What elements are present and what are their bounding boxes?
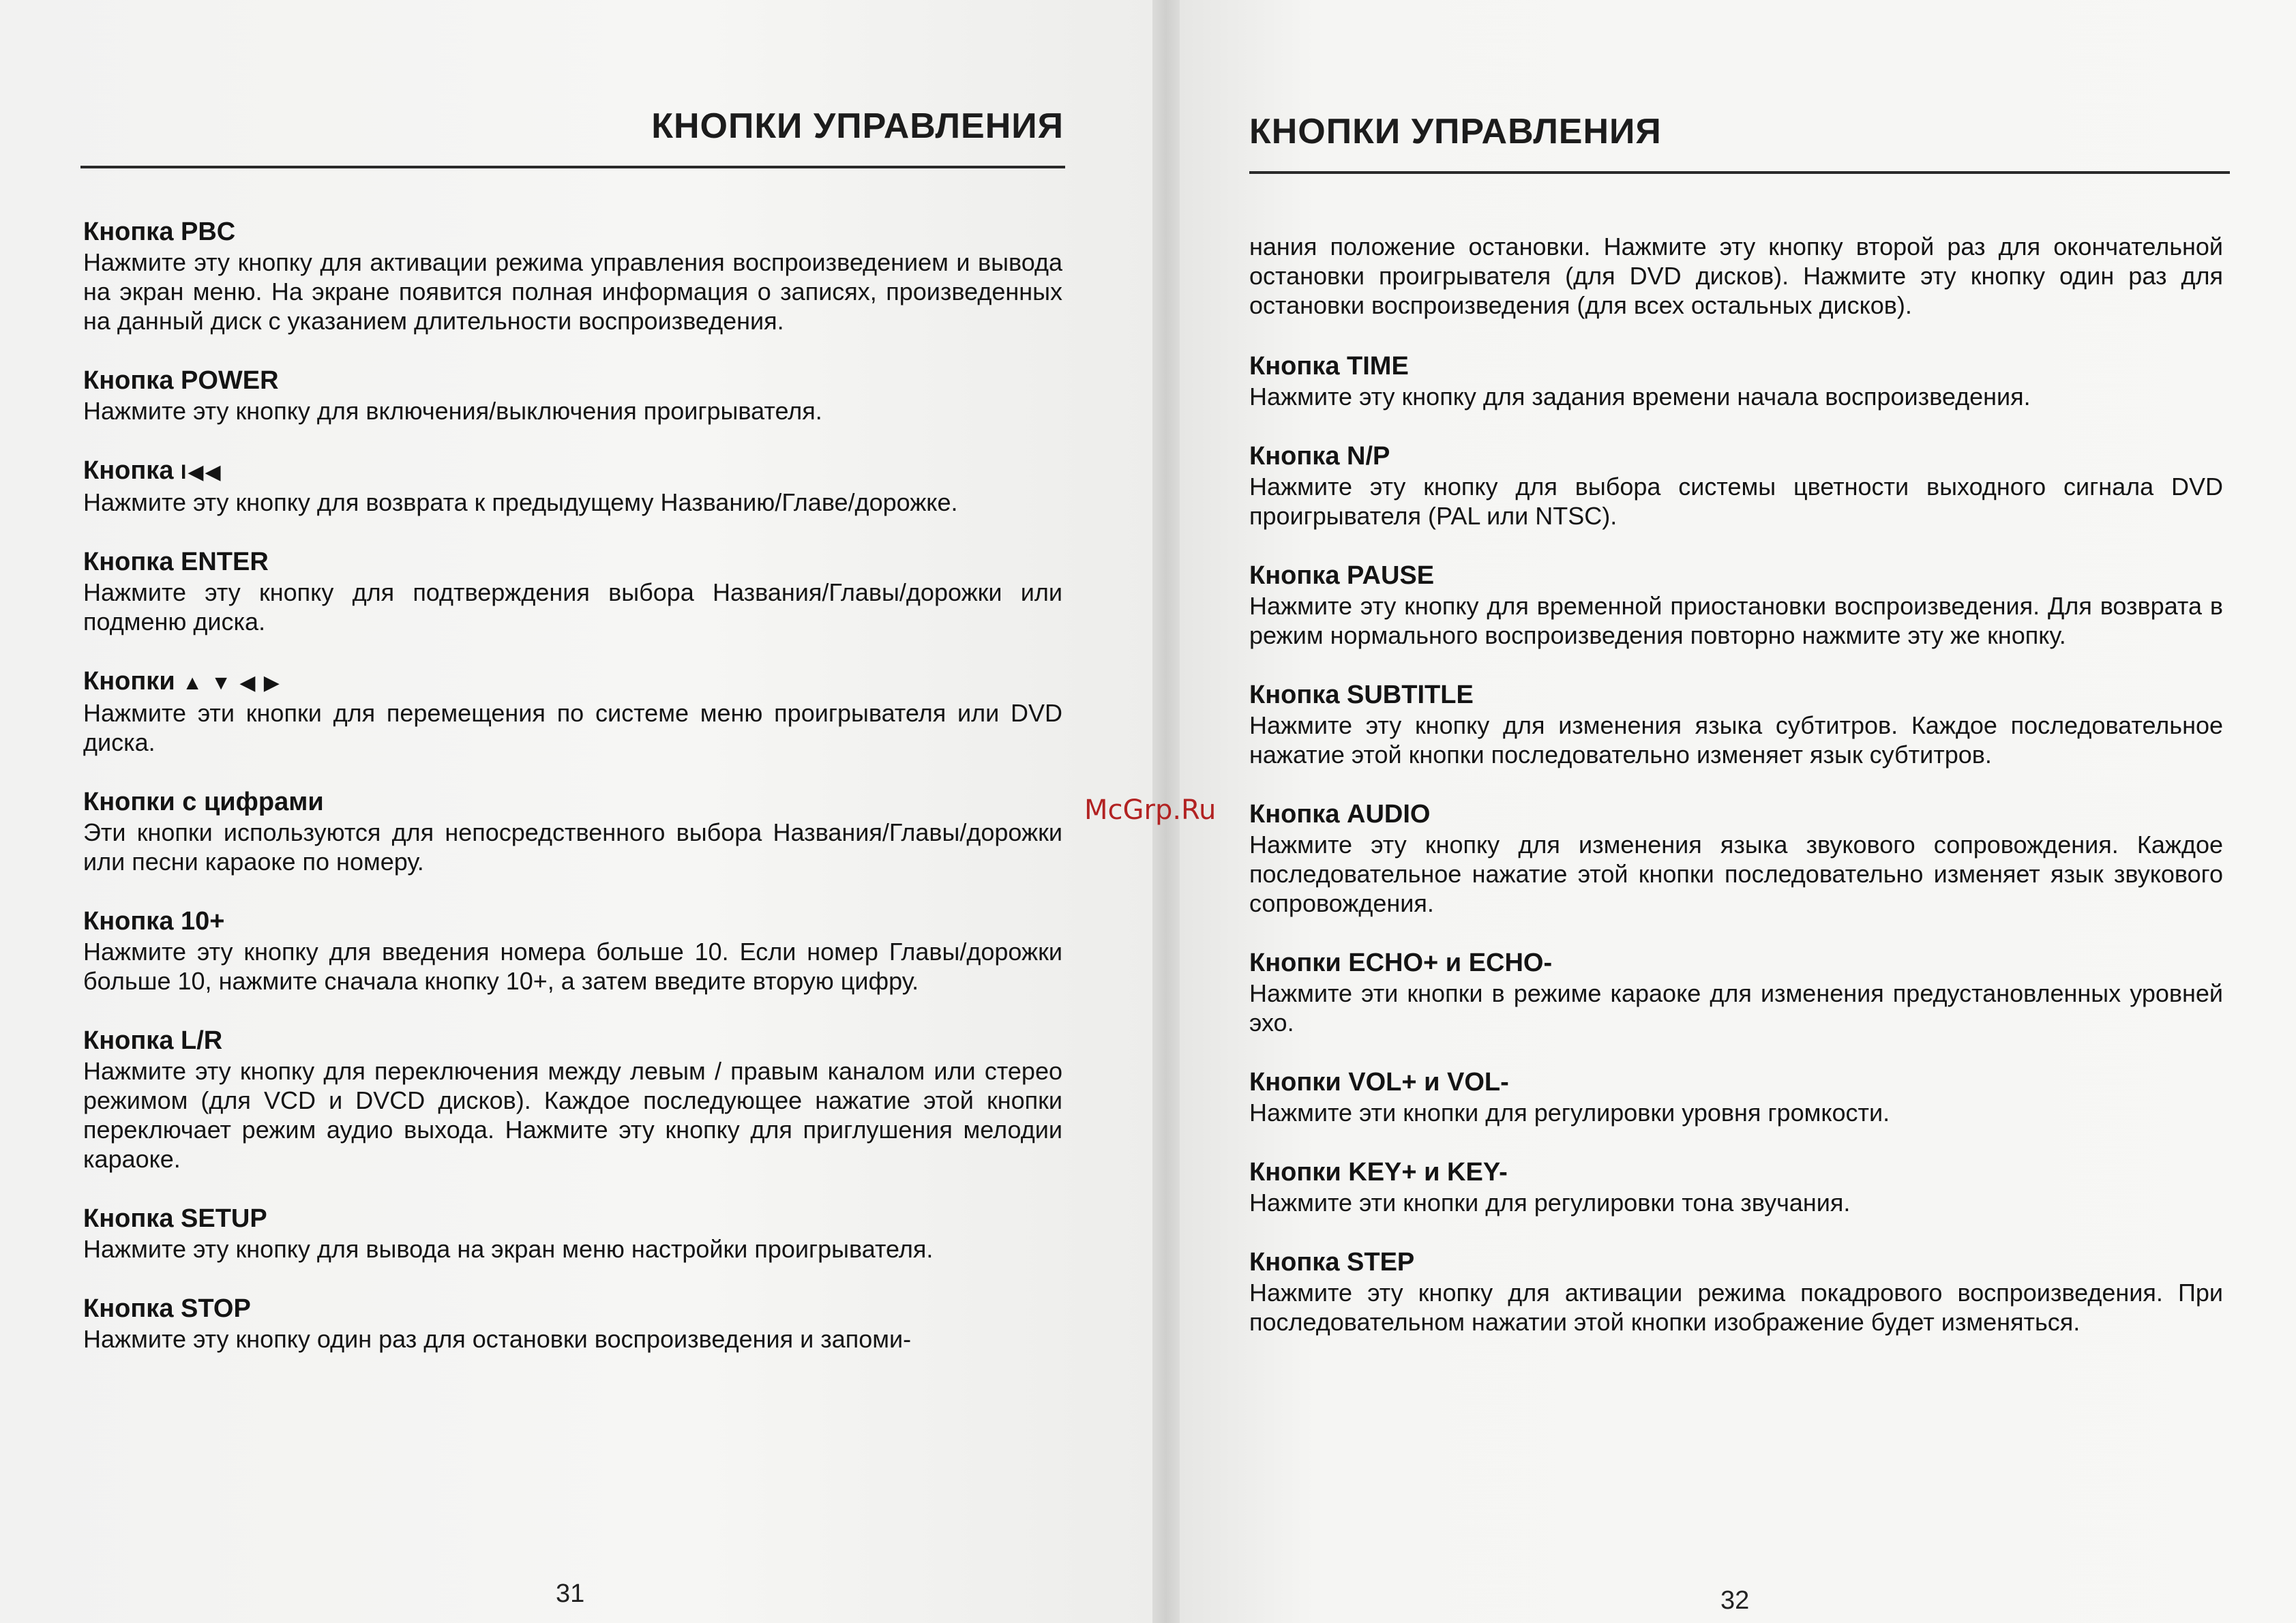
section-digits bbox=[83, 787, 1062, 876]
section-10plus bbox=[83, 906, 1062, 996]
section-arrows bbox=[83, 666, 1062, 757]
section-body: Нажмите эту кнопку для возврата к предыдущему Названию/Главе/дорожке. bbox=[83, 488, 958, 516]
stop-continuation bbox=[1249, 232, 2223, 320]
section-body: Нажмите эти кнопки для регулировки тона звучания. bbox=[1249, 1189, 1851, 1217]
section-title: Кнопки ECHO+ и ECHO- bbox=[1249, 949, 1553, 977]
section-title: Кнопки VOL+ и VOL- bbox=[1249, 1068, 1509, 1097]
section-title: Кнопка POWER bbox=[83, 366, 279, 395]
section-pbc bbox=[83, 217, 1062, 336]
section-title: Кнопки с цифрами bbox=[83, 788, 324, 816]
left-page-header: КНОПКИ УПРАВЛЕНИЯ bbox=[651, 106, 1064, 146]
section-audio bbox=[1249, 799, 2223, 918]
section-setup bbox=[83, 1204, 1062, 1264]
section-title: Кнопки ▲ ▼ ◀ ▶ bbox=[83, 667, 281, 696]
section-title: Кнопка SETUP bbox=[83, 1204, 267, 1233]
right-page-header: КНОПКИ УПРАВЛЕНИЯ bbox=[1249, 112, 1662, 151]
section-title: Кнопка PBC bbox=[83, 218, 236, 246]
section-title: Кнопка I◀◀ bbox=[83, 456, 222, 485]
section-body: Нажмите эту кнопку для переключения между левым / правым каналом или стерео режимом (для VCD и DVCD дисков). Каждое последующее нажатие этой кнопки переключает режим аудио выхода. Нажмите эту кнопку для приглушения мелодии караоке. bbox=[83, 1057, 1062, 1173]
section-vol bbox=[1249, 1067, 2223, 1127]
section-time bbox=[1249, 351, 2223, 411]
section-title: Кнопка SUBTITLE bbox=[1249, 681, 1474, 709]
section-body: Нажмите эти кнопки для перемещения по системе меню проигрывателя или DVD диска. bbox=[83, 699, 1062, 756]
section-body: Нажмите эти кнопки в режиме караоке для изменения предустановленных уровней эхо. bbox=[1249, 979, 2223, 1037]
section-body: Нажмите эту кнопку для выбора системы цветности выходного сигнала DVD проигрывателя (PAL или NTSC). bbox=[1249, 473, 2223, 530]
section-body: Эти кнопки используются для непосредственного выбора Названия/Главы/дорожки или песни караоке по номеру. bbox=[83, 818, 1062, 876]
section-echo bbox=[1249, 948, 2223, 1037]
watermark: McGrp.Ru bbox=[1084, 794, 1217, 826]
section-body: Нажмите эту кнопку для изменения языка субтитров. Каждое последовательное нажатие этой кнопки последовательно изменяет язык субтитров. bbox=[1249, 711, 2223, 769]
right-column bbox=[1249, 232, 2223, 1367]
section-title: Кнопки KEY+ и KEY- bbox=[1249, 1158, 1508, 1187]
section-lr bbox=[83, 1026, 1062, 1174]
section-body: Нажмите эту кнопку для активации режима управления воспроизведением и вывода на экран меню. На экране появится полная информация о записях, произведенных на данный диск с указанием длительности воспроизведения. bbox=[83, 248, 1062, 335]
left-header-rule bbox=[80, 166, 1065, 168]
section-body: Нажмите эту кнопку для активации режима покадрового воспроизведения. При последовательном нажатии этой кнопки изображение будет изменяться. bbox=[1249, 1279, 2223, 1336]
section-title: Кнопка ENTER bbox=[83, 548, 269, 576]
section-np bbox=[1249, 441, 2223, 531]
section-body: Нажмите эту кнопку один раз для остановки воспроизведения и запоми- bbox=[83, 1325, 912, 1353]
section-body: Нажмите эту кнопку для изменения языка звукового сопровождения. Каждое последовательное нажатие этой кнопки последовательно изменяет язык звукового сопровождения. bbox=[1249, 831, 2223, 917]
section-title: Кнопка N/P bbox=[1249, 442, 1390, 471]
section-title: Кнопка 10+ bbox=[83, 907, 225, 936]
section-body: Нажмите эту кнопку для временной приостановки воспроизведения. Для возврата в режим нормального воспроизведения повторно нажмите эту же кнопку. bbox=[1249, 592, 2223, 649]
previous-track-icon: I◀◀ bbox=[181, 461, 222, 483]
section-title: Кнопка STEP bbox=[1249, 1248, 1415, 1277]
section-subtitle bbox=[1249, 680, 2223, 769]
section-prev bbox=[83, 456, 1062, 517]
section-body: Нажмите эти кнопки для регулировки уровня громкости. bbox=[1249, 1099, 1890, 1127]
section-power bbox=[83, 366, 1062, 426]
section-body: Нажмите эту кнопку для включения/выключения проигрывателя. bbox=[83, 397, 822, 425]
section-key bbox=[1249, 1157, 2223, 1217]
section-title: Кнопка L/R bbox=[83, 1026, 223, 1055]
continuation-text: нания положение остановки. Нажмите эту кнопку второй раз для окончательной остановки проигрывателя (для DVD дисков). Нажмите эту кнопку один раз для остановки воспроизведения (для всех остальных дисков). bbox=[1249, 233, 2223, 319]
section-body: Нажмите эту кнопку для подтверждения выбора Названия/Главы/дорожки или подменю диска. bbox=[83, 578, 1062, 636]
left-column bbox=[83, 217, 1062, 1384]
section-title: Кнопка TIME bbox=[1249, 352, 1409, 381]
section-title: Кнопка PAUSE bbox=[1249, 561, 1435, 590]
section-body: Нажмите эту кнопку для вывода на экран меню настройки проигрывателя. bbox=[83, 1235, 934, 1263]
section-body: Нажмите эту кнопку для задания времени начала воспроизведения. bbox=[1249, 383, 2031, 411]
section-pause bbox=[1249, 561, 2223, 650]
right-page-number: 32 bbox=[1720, 1586, 1750, 1615]
section-title: Кнопка AUDIO bbox=[1249, 800, 1431, 829]
section-body: Нажмите эту кнопку для введения номера больше 10. Если номер Главы/дорожки больше 10, нажмите сначала кнопку 10+, а затем введите вторую цифру. bbox=[83, 938, 1062, 995]
section-title: Кнопка STOP bbox=[83, 1294, 251, 1323]
right-header-rule bbox=[1249, 171, 2230, 174]
left-page-number: 31 bbox=[556, 1579, 585, 1608]
section-step bbox=[1249, 1247, 2223, 1337]
section-enter bbox=[83, 547, 1062, 636]
section-stop bbox=[83, 1294, 1062, 1354]
arrow-keys-icon: ▲ ▼ ◀ ▶ bbox=[182, 672, 281, 694]
